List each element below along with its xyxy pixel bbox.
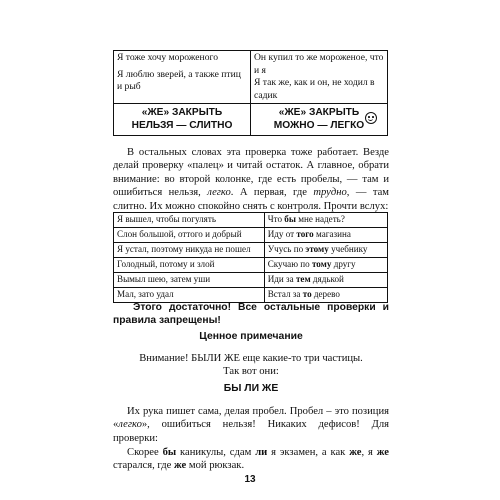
cell-text: Иду от xyxy=(267,229,297,240)
paragraph-text: Их рука пишет сама, делая пробел. Пробел – это позиция « xyxy=(113,406,389,431)
rule-cell-left xyxy=(114,104,251,136)
rule-text: НЕЛЬЗЯ — СЛИТНО xyxy=(131,119,233,131)
rule-cell-right xyxy=(251,104,388,136)
attention-line: Внимание! БЫЛИ ЖЕ еще какие-то три частицы. xyxy=(139,353,363,364)
paragraph-text: мой рюкзак. xyxy=(186,460,245,472)
table-row xyxy=(114,258,388,273)
cell-text: учебнику xyxy=(328,244,368,255)
paragraph-text: каникулы, сдам xyxy=(176,447,256,458)
cell-text: другу xyxy=(331,259,356,270)
example-text: Я тоже хочу мороженого xyxy=(117,52,218,63)
table-cell-right xyxy=(264,258,387,273)
table-cell-right xyxy=(264,213,387,228)
table-row xyxy=(114,51,388,104)
paragraph-text: Скорее xyxy=(127,447,163,458)
cell-text: Скучаю по xyxy=(267,259,312,270)
table-cell-right xyxy=(264,273,387,288)
table-row xyxy=(114,273,388,288)
bold-word: же xyxy=(173,460,187,472)
paragraph-4 xyxy=(113,446,389,473)
bold-word: то xyxy=(302,289,312,300)
paragraph-text: старался, где xyxy=(113,460,174,472)
table-cell-left: Вымыл шею, затем уши xyxy=(114,273,265,288)
example-text: Он купил то же мороженое, что и я xyxy=(254,52,384,76)
examples-table xyxy=(113,212,388,303)
cell-text: магазина xyxy=(313,229,351,240)
bold-word: тому xyxy=(311,259,332,270)
cell-text: Учусь по xyxy=(267,244,306,255)
table-row xyxy=(114,228,388,243)
table-cell-left: Я вышел, чтобы погулять xyxy=(114,213,265,228)
table-row xyxy=(114,104,388,136)
cell-text: мне надеть? xyxy=(295,214,345,225)
cell-text: дядькой xyxy=(310,274,344,285)
rule-text: «ЖЕ» ЗАКРЫТЬ xyxy=(141,107,223,118)
particles-heading: БЫ ЛИ ЖЕ xyxy=(223,383,279,394)
bold-word: же xyxy=(376,447,389,458)
paragraph-text: », ошибиться нельзя! Никаких дефисов! Для проверки: xyxy=(113,419,389,444)
table-cell-left: Слон большой, оттого и добрый xyxy=(114,228,265,243)
example-text: Я так же, как и он, не ходил в садик xyxy=(254,77,375,101)
rule-text: МОЖНО — ЛЕГКО xyxy=(273,119,365,131)
paragraph-text: . А первая, где xyxy=(230,187,314,199)
table-cell-right xyxy=(251,51,388,104)
section-heading: Ценное примечание xyxy=(199,331,303,342)
bold-word: этому xyxy=(305,244,329,255)
table-row xyxy=(114,213,388,228)
cell-text: дерево xyxy=(311,289,340,300)
paragraph-text: я экзамен, а как xyxy=(267,447,350,458)
italic-word: легко xyxy=(118,419,142,431)
table-cell-right xyxy=(264,228,387,243)
paragraph-text: , я xyxy=(361,447,377,458)
rule-text: «ЖЕ» ЗАКРЫТЬ xyxy=(278,107,360,118)
table-cell-left: Я устал, поэтому никуда не пошел xyxy=(114,243,265,258)
table-row xyxy=(114,243,388,258)
paragraph-1 xyxy=(113,146,389,213)
table-cell-left xyxy=(114,51,251,104)
bold-word: же xyxy=(349,447,362,458)
cell-text: Иди за xyxy=(267,274,296,285)
italic-word: трудно xyxy=(313,187,347,199)
attention-line: Так вот они: xyxy=(223,366,279,378)
example-text: Я люблю зверей, а также птиц и рыб xyxy=(117,68,241,92)
cell-text: Что xyxy=(267,214,285,225)
bold-word: бы xyxy=(162,447,177,458)
smiley-icon xyxy=(365,112,377,124)
paragraph-text: , — там слитно. Их можно спокойно снять с контроля. Прочти вслух: xyxy=(113,187,389,212)
table-cell-left: Мал, зато удал xyxy=(114,288,265,303)
cell-text: Встал за xyxy=(267,289,303,300)
paragraph-text: В остальных словах эта проверка тоже работает. Везде делай проверку «палец» и читай остаток. А главное, обрати внимание: во второй колонке, где есть пробелы, — там и ошибиться нельзя, xyxy=(113,147,389,199)
table-cell-left: Голодный, потому и злой xyxy=(114,258,265,273)
attention-note xyxy=(113,352,389,379)
bold-word: тем xyxy=(295,274,311,285)
italic-word: легко xyxy=(207,187,231,199)
paragraph-2: Этого достаточно! Все остальные проверки и правила запрещены! xyxy=(113,302,389,327)
rules-table xyxy=(113,50,388,136)
bold-word: того xyxy=(296,229,314,240)
table-cell-right xyxy=(264,243,387,258)
page-number: 13 xyxy=(244,474,256,485)
paragraph-3 xyxy=(113,405,389,445)
bold-word: бы xyxy=(284,214,296,225)
bold-word: ли xyxy=(255,447,268,458)
